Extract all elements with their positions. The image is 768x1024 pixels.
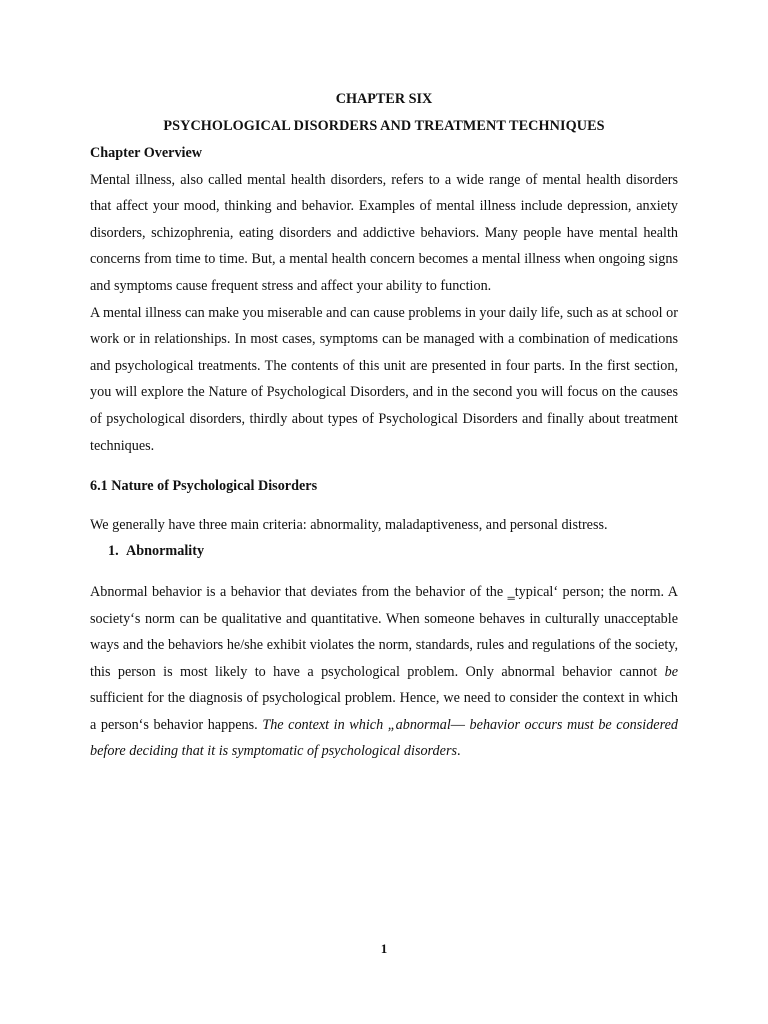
chapter-title: PSYCHOLOGICAL DISORDERS AND TREATMENT TECHNIQUES <box>163 118 605 134</box>
abnormality-paragraph <box>90 579 678 765</box>
overview-heading: Chapter Overview <box>90 145 203 161</box>
abnormality-text-end: . <box>457 743 461 760</box>
overview-paragraph-2: A mental illness can make you miserable and can cause problems in your daily life, such as at school or work or in relationships. In most cases, symptoms can be managed with a combination of medications and psychological treatments. The contents of this unit are presented in four parts. In the first section, you will explore the Nature of Psychological Disorders, and in the second you will focus on the causes of psychological disorders, thirdly about types of Psychological Disorders and finally about treatment techniques. <box>90 304 678 454</box>
document-page <box>90 86 678 765</box>
overview-paragraph-1: Mental illness, also called mental health disorders, refers to a wide range of mental health disorders that affect your mood, thinking and behavior. Examples of mental illness include depression, anxiety disorders, schizophrenia, eating disorders and addictive behaviors. Many people have mental health concerns from time to time. But, a mental health concern becomes a mental illness when ongoing signs and symptoms cause frequent stress and affect your ability to function. <box>90 171 678 294</box>
section-heading: 6.1 Nature of Psychological Disorders <box>90 478 318 495</box>
item-label: Abnormality <box>126 543 205 560</box>
abnormality-italic-sentence: The context in which „abnormal― behavior occurs must be considered before deciding that it is symptomatic of psychological disorders <box>90 716 678 760</box>
abnormality-text-2: sufficient for the diagnosis of psychological problem. Hence, we need to consider the context in which a person‘s behavior happens. <box>90 690 678 733</box>
item-number: 1. <box>108 543 119 560</box>
abnormality-text-1: Abnormal behavior is a behavior that deviates from the behavior of the ‗typical‘ person; the norm. A society‘s norm can be qualitative and quantitative. When someone behaves in culturally unacceptable ways and the behaviors he/she exhibit violates the norm, standards, rules and regulations of the society, this person is most likely to have a psychological problem. Only abnormal behavior cannot <box>90 583 678 680</box>
abnormality-emphasis-be: be <box>664 663 678 680</box>
criteria-text: We generally have three main criteria: abnormality, maladaptiveness, and personal distress. <box>90 516 608 533</box>
page-number: 1 <box>380 941 388 956</box>
numbered-item-abnormality <box>90 538 678 565</box>
chapter-number: CHAPTER SIX <box>335 91 433 107</box>
